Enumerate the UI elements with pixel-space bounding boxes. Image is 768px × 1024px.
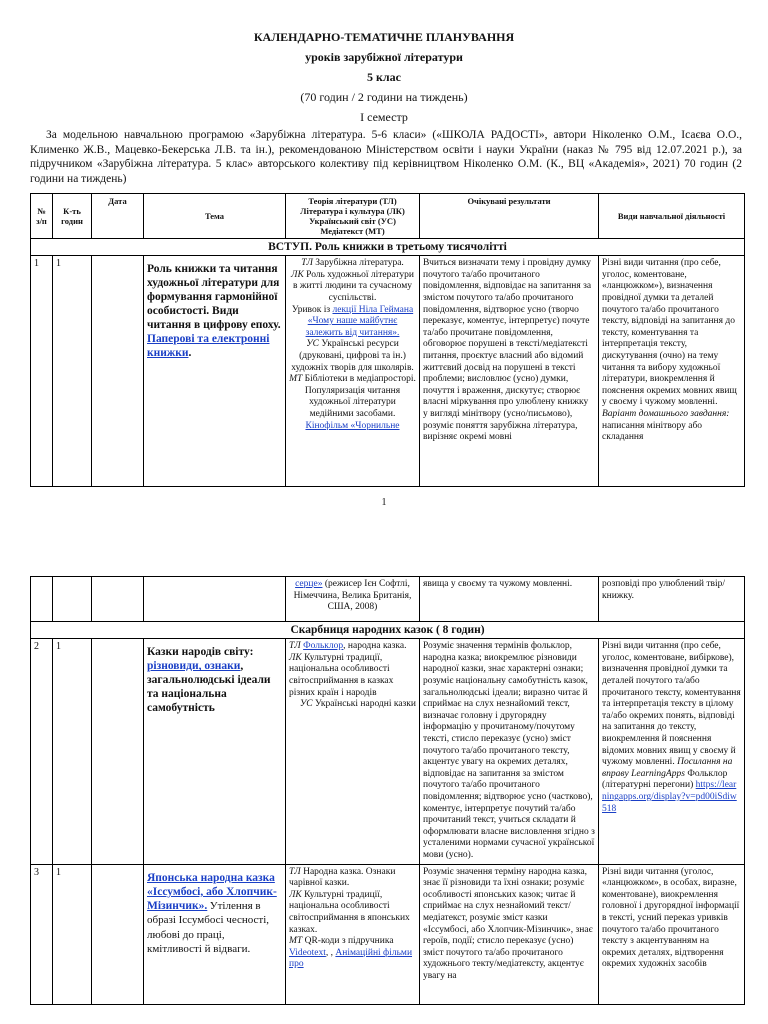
us-label: УС [299,699,313,710]
activities-text: Різні види читання (про себе, уголос, коментоване, «ланцюжком»), визначення провідної думки та деталей почутого та/або прочитаного тексту, відповіді на запитання до тексту, коментування та інтерпретація тексту, дискутування (очно) на тему читання та вибору художньої літератури, виокремлення й пояснення окремих мовних явищ у своєму і чужому мовленні. [602,258,737,408]
lk-label: ЛК [289,652,302,663]
planning-table-continued [30,576,745,1005]
excerpt-label: Уривок із [291,304,331,315]
activities-text: Різні види читання (уголос, «ланцюжком», в особах, виразне, коментоване), виокремлення головної і другорядної інформації в тексті, усний переказ уривків почутого та/або прочитаного тексту з акцентуванням на окремих деталях, відтворення окремих художніх засобів [602,866,740,970]
homework-label: Варіант домашнього завдання: [602,409,730,420]
col-header-activities: Види навчальної діяльності [599,194,745,239]
table-row [31,256,745,487]
tl-label: ТЛ [289,866,301,877]
row-hours: 1 [53,639,92,864]
animated-films-link[interactable]: Анімаційні фільми про [289,947,413,970]
section-row [31,239,745,256]
film-details: (режисер Ієн Софтлі, Німеччина, Велика Британія, США, 2008) [293,579,412,613]
document-subtitle: уроків зарубіжної літератури [305,50,463,64]
tl-label: ТЛ [289,641,301,652]
grade-label: 5 клас [367,70,401,84]
row-results: явища у своєму та чужому мовленні. [420,577,599,622]
topic-link[interactable]: Паперові та електронні книжки [147,333,270,360]
row-topic [144,639,286,864]
mt-text: QR-коди з підручника [304,936,394,947]
us-label: УС [306,339,319,350]
row-date [92,639,144,864]
topic-link[interactable]: Японська народна казка «Іссумбосі, або Хлопчик-Мізинчик». [147,871,277,913]
folklore-link[interactable]: Фольклор [303,641,344,652]
videotext-link[interactable]: Videotext [289,947,326,958]
row-theory [286,577,420,622]
row-theory [286,864,420,1004]
topic-text: Роль книжки та читання художньої літератури для формування гармонійної особистості. Види читання в цифрову епоху. [147,263,281,332]
section-row [31,622,745,639]
row-activities [599,256,745,487]
row-topic [144,256,286,487]
col-header-theory: Теорія літератури (ТЛ) Література і культура (ЛК) Український світ (УС) Медіатекст (МТ) [286,194,420,239]
col-header-num: № з/п [31,194,53,239]
row-date [92,256,144,487]
results-text: Вчиться визначати тему і провідну думку почутого та/або прочитаного повідомлення, відповідає на запитання за змістом почутого та/або прочитаного повідомлення, відтворює усно (творчо переказує, коментує, інтерпретує) почуте та/або прочитане повідомлення, обговорює порушені в тексті/медіатексті питання, проєктує власний або відомий життєвий досвід на порушені в тексті проблеми; висловлює (усно) думки, почуття і враження, дискутує; створює власні міркування про улюблену книжку у вигляді мінітвору (усно/письмово), розуміє поняття зарубіжна література, вирізняє окремі мовні [423,258,592,443]
mt-label: МТ [289,374,303,385]
row-hours: 1 [53,256,92,487]
lk-text: Роль художньої літератури в житті людини та сучасному суспільстві. [293,269,414,304]
document-page-2 [0,520,768,1024]
planning-table [30,193,745,487]
topic-text: Утілення в образі Іссумбосі чесності, любові до праці, кмітливості й відваги. [147,900,270,956]
col-header-date: Дата [92,194,144,239]
col-header-hours: К-ть годин [53,194,92,239]
page-number: 1 [381,497,387,508]
topic-text: Казки народів світу: [147,646,254,659]
row-date [92,864,144,1004]
lk-text: Культурні традиції, національна особливості світосприймання в казках різних країн і народів [289,652,394,698]
mt-separator: , , [325,947,334,958]
topic-text-cont: , загальнолюдські ідеали та національна самобутність [147,660,271,715]
results-text: Розуміє значення терміну народна казка, знає її різновиди та їхні ознаки; розуміє особливості японських казок; читає й сприймає на слух незнайомий текст/медіатекст, розуміє зміст казки «Іссумбосі, або Хлопчик-Мізинчик», знає героїв, події; стисло переказує (усно) зміст почутого та/або прочитаного художнього текту/медіатексту, акцентує увагу на [423,866,593,981]
row-num: 2 [31,639,53,864]
film-link-cont[interactable]: серце» [295,579,323,589]
row-hours: 1 [53,864,92,1004]
film-link[interactable]: Кінофільм «Чорнильне [305,420,400,431]
learningapps-text: Фольклор (літературні перегони) [602,768,728,791]
mt-text: Бібліотеки в медіапросторі. [304,374,416,385]
table-row [31,864,745,1004]
row-theory [286,256,420,487]
row-activities [599,864,745,1004]
learningapps-label: Посилання на вправу LearningApps [602,757,733,779]
semester-label: І семестр [360,110,408,124]
activities-text: Різні види читання (про себе, уголос, коментоване, вибіркове), визначення провідної думки та деталей почутого та/або прочитаного тексту, коментування та інтерпретація тексту в цілому та/або окремих понять, відповіді на запитання до тексту, виокремлення й пояснення відомих мовних явищ у своєму й чужому мовленні. [602,641,741,768]
topic-link[interactable]: різновиди, ознаки [147,660,241,673]
col-header-topic: Тема [144,194,286,239]
intro-paragraph: За модельною навчальною програмою «Зарубіжна література. 5-6 класи» («ШКОЛА РАДОСТІ», автори Ніколенко О.М., Ісаєва О.О., Клименко Ж.В., Мацевко-Бекерська Л.В. та ін.), рекомендованою Міністерством освіти і науки України (наказ № 795 від 12.07.2021 р.), за підручником «Зарубіжна література. 5 клас» авторського колективу під керівництвом Ніколенко О.М. (К., ВЦ «Академія», 2021) 70 годин (2 години на тиждень) [30,129,742,185]
table-row [31,639,745,864]
lk-label: ЛК [289,889,302,900]
section-title: ВСТУП. Роль книжки в третьому тисячолітті [31,239,745,256]
tl-label: ТЛ [301,258,313,269]
row-num: 1 [31,256,53,487]
col-header-results: Очікувані результати [420,194,599,239]
table-header-row [31,194,745,239]
learningapps-link[interactable]: https://learningapps.org/display?v=pd00iSdiw518 [602,780,737,814]
popularization-text: Популяризація читання художньої літератури медійними засобами. [304,385,401,420]
tl-text: Народна казка. Ознаки чарівної казки. [289,866,396,889]
row-activities [599,639,745,864]
row-topic [144,864,286,1004]
table-row [31,577,745,622]
lk-label: ЛК [291,269,304,280]
topic-end: . [188,347,192,360]
hours-label: (70 годин / 2 години на тиждень) [300,90,468,104]
row-results [420,256,599,487]
us-text: Українські ресурси (друковані, цифрові та ін.) художніх творів для школярів. [291,339,414,373]
row-activities: розповіді про улюблений твір/книжку. [599,577,745,622]
section-title: Скарбниця народних казок ( 8 годин) [31,622,745,639]
lk-text: Культурні традиції, національна особливості світосприймання в японських казках. [289,889,410,935]
row-results [420,864,599,1004]
tl-text: , народна казка. [343,641,407,652]
gaiman-lecture-link[interactable]: лекції Ніла Геймана «Чому наше майбутнє залежить від читання». [305,304,414,338]
tl-text: Зарубіжна література. [315,258,404,269]
row-theory [286,639,420,864]
homework-text: написання мінітвору або складання [602,420,703,443]
mt-label: МТ [289,936,303,947]
document-title: КАЛЕНДАРНО-ТЕМАТИЧНЕ ПЛАНУВАННЯ [253,30,515,44]
row-num: 3 [31,864,53,1004]
row-results: Розуміє значення термінів фольклор, народна казка; виокремлює різновиди народної казки, знає характерні ознаки; розуміє національну самобутність казок, загальнолюдські ідеали; виразно читає й сприймає на слух незнайомий текст, визначає головну і другорядну інформацію у прочитаному/почутому тексті, стисло переказує (усно) зміст почутого та/або прочитаного тексту, акцентує увагу на окремих деталях, відповідає на запитання за змістом почутого та/або прочитаного повідомлення; відтворює усно (частково), коментує, інтерпретує почутий та/або прочитаний текст, учиться складати й оформлювати власне висловлення згідно з усталеними нормами сучасної української мови (усно). [420,639,599,864]
us-text: Українські народні казки [315,699,416,710]
